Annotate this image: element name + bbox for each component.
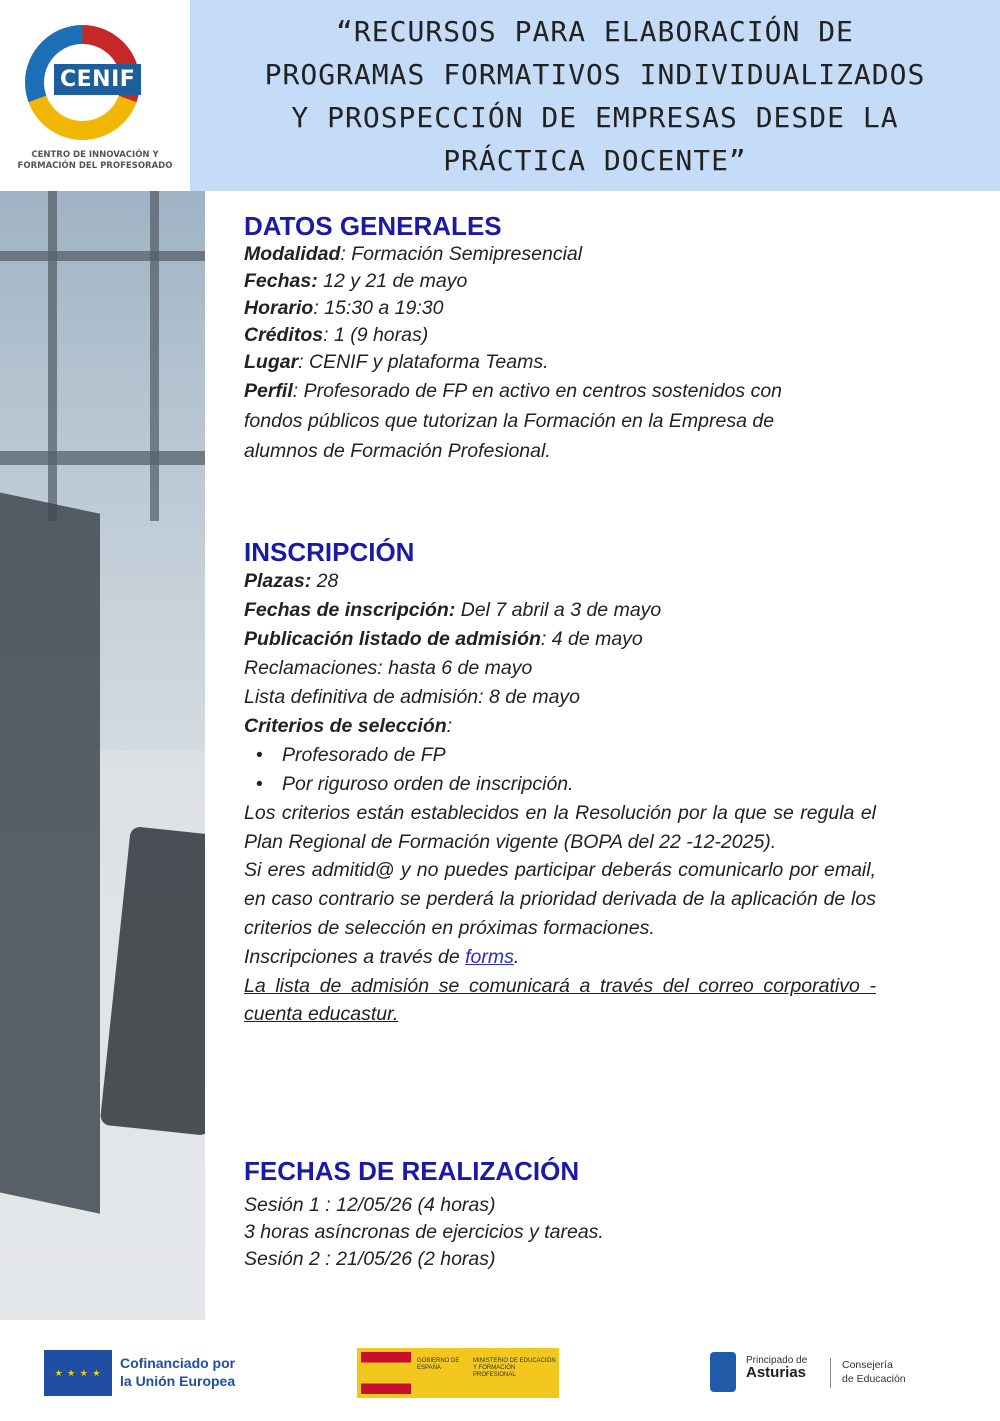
admitido-paragraph: Si eres admitid@ y no puedes participar deberás comunicarlo por email, en caso contrario se perderá la prioridad derivada de la aplicación de los criterios de selección en próximas formaciones. <box>244 859 876 939</box>
datos-generales-section <box>244 211 876 466</box>
admision-correo-paragraph: La lista de admisión se comunicará a través del correo corporativo - cuenta educastur. <box>244 974 876 1026</box>
spain-coat-of-arms-icon <box>361 1352 411 1394</box>
session-line: 3 horas asíncronas de ejercicios y tareas. <box>244 1221 604 1243</box>
course-title-line: PRÁCTICA DOCENTE” <box>443 143 747 177</box>
list-item: • Profesorado de FP <box>244 741 876 770</box>
inscripcion-section <box>244 537 876 1029</box>
criterios-line: Criterios de selección: <box>244 715 453 737</box>
lista-definitiva-line: Lista definitiva de admisión: 8 de mayo <box>244 686 581 708</box>
footer-logos <box>0 1320 1000 1421</box>
section-title: DATOS GENERALES <box>244 211 502 241</box>
course-title-line: Y PROSPECCIÓN DE EMPRESAS DESDE LA <box>291 100 899 134</box>
course-title-line: “RECURSOS PARA ELABORACIÓN DE <box>336 14 854 48</box>
modalidad-line: Modalidad: Formación Semipresencial <box>244 243 583 265</box>
cenif-logo <box>0 0 190 190</box>
reclamaciones-line: Reclamaciones: hasta 6 de mayo <box>244 657 533 679</box>
fechas-line: Fechas: 12 y 21 de mayo <box>244 270 468 292</box>
asturias-emblem-icon <box>710 1352 736 1392</box>
criterios-paragraph: Los criterios están establecidos en la Resolución por la que se regula el Plan Regional de Formación vigente (BOPA del 22 -12-2025). <box>244 802 876 853</box>
fechas-realizacion-section <box>244 1156 876 1273</box>
eu-cofinanciado-text: Cofinanciado por la Unión Europea <box>120 1355 236 1389</box>
forms-line: Inscripciones a través de forms. <box>244 945 520 968</box>
office-photo <box>0 191 205 1320</box>
section-title: FECHAS DE REALIZACIÓN <box>244 1156 580 1186</box>
horario-line: Horario: 15:30 a 19:30 <box>244 297 444 319</box>
perfil-text: Perfil: Profesorado de FP en activo en centros sostenidos con fondos públicos que tutorizan la Formación en la Empresa de alumnos de Formación Profesional. <box>244 380 783 462</box>
consejeria-text: Consejería de Educación <box>842 1359 906 1385</box>
gobierno-espana-logo: GOBIERNO DE ESPAÑA MINISTERIO DE EDUCACIÓN Y FORMACIÓN PROFESIONAL <box>357 1348 559 1398</box>
cenif-logo-word: CENIF <box>54 64 141 95</box>
course-title <box>265 10 926 182</box>
cenif-logo-caption: CENTRO DE INNOVACIÓN Y FORMACIÓN DEL PROFESORADO <box>17 150 173 171</box>
course-title-line: PROGRAMAS FORMATIVOS INDIVIDUALIZADOS <box>264 57 926 91</box>
course-title-box <box>190 0 1000 191</box>
plazas-line: Plazas: 28 <box>244 570 339 592</box>
creditos-line: Créditos: 1 (9 horas) <box>244 324 429 346</box>
section-title: INSCRIPCIÓN <box>244 537 415 567</box>
publicacion-line: Publicación listado de admisión: 4 de mayo <box>244 628 643 650</box>
forms-link[interactable]: forms <box>465 945 514 968</box>
lugar-line: Lugar: CENIF y plataforma Teams. <box>244 351 549 373</box>
list-item: • Por riguroso orden de inscripción. <box>244 770 876 799</box>
eu-flag-icon: ★ ★ ★ ★ <box>44 1350 112 1396</box>
session-line: Sesión 2 : 21/05/26 (2 horas) <box>244 1248 496 1270</box>
fechas-inscripcion-line: Fechas de inscripción: Del 7 abril a 3 de mayo <box>244 599 662 621</box>
criterios-list <box>244 741 876 799</box>
asturias-logo-text: Principado de Asturias <box>746 1355 808 1381</box>
session-line: Sesión 1 : 12/05/26 (4 horas) <box>244 1194 496 1216</box>
